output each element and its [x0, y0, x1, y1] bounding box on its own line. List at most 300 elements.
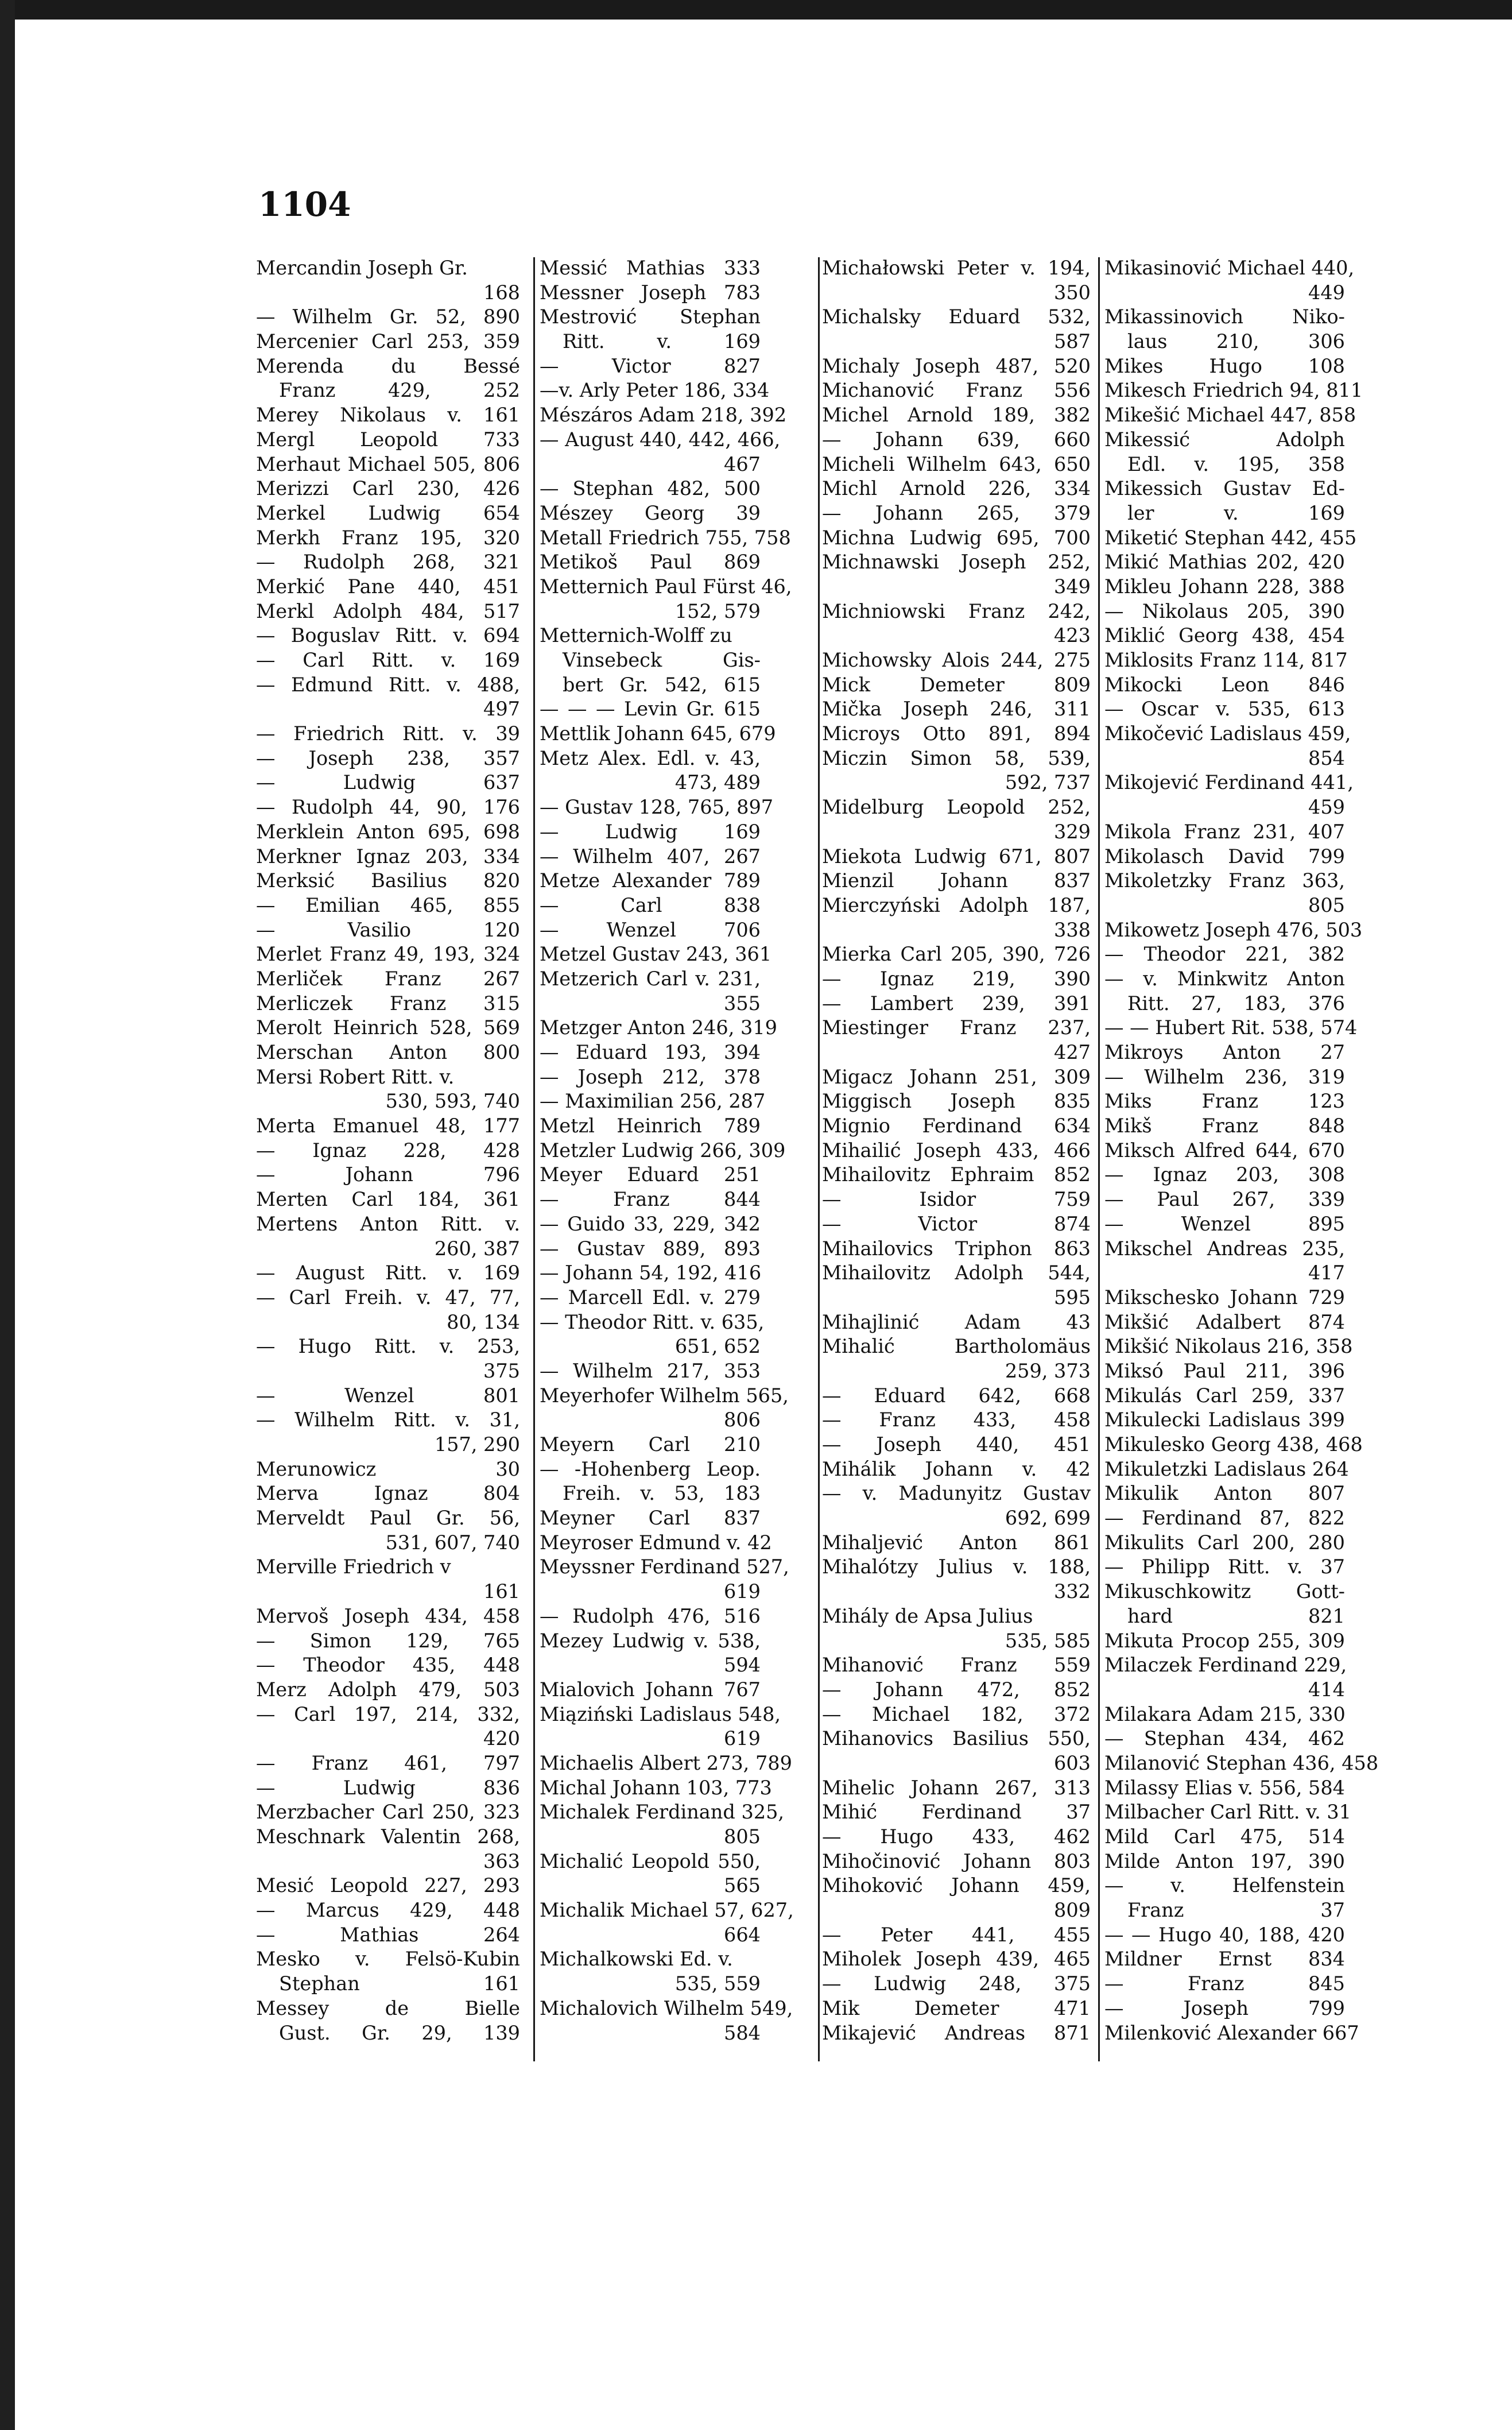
index-entry-text: — Marcus 429, 448	[256, 1899, 520, 1922]
index-entry	[822, 624, 1091, 648]
index-entry-text: Mikš Franz 848	[1104, 1115, 1345, 1137]
index-entry	[822, 1629, 1091, 1654]
index-entry	[822, 501, 1091, 526]
index-entry-text: Ritt. 27, 183, 376	[1127, 992, 1345, 1015]
index-entry	[540, 1040, 761, 1065]
index-entry	[1104, 1580, 1345, 1604]
index-entry	[1104, 1408, 1345, 1433]
index-entry	[256, 1800, 520, 1825]
index-entry-text: Michalovich Wilhelm 549,	[540, 1996, 793, 2019]
index-entry-text: Miks Franz 123	[1104, 1090, 1345, 1113]
index-entry-text: Mienzil Johann 837	[822, 869, 1091, 892]
index-entry-text: Michalić Leopold 550,	[540, 1849, 761, 1872]
index-entry-text: 806	[724, 1409, 761, 1431]
index-entry	[822, 403, 1091, 428]
index-entry	[540, 599, 761, 624]
index-entry	[1104, 378, 1363, 403]
index-entry-text: Mikulits Carl 200, 280	[1104, 1531, 1345, 1554]
index-entry-text: — Ignaz 219, 390	[822, 967, 1091, 990]
index-entry	[822, 1481, 1091, 1506]
index-entry-text: Meyroser Edmund v. 42	[540, 1531, 772, 1554]
index-entry	[822, 1237, 1091, 1262]
index-entry-text: Mignio Ferdinand 634	[822, 1115, 1091, 1137]
index-entry	[256, 1751, 520, 1776]
index-entry-text: Mikulesko Georg 438, 468	[1104, 1433, 1363, 1456]
index-entry-text: 592, 737	[1005, 771, 1091, 794]
index-entry	[1104, 795, 1345, 820]
index-entry-text: Mihailić Joseph 433, 466	[822, 1139, 1091, 1162]
index-entry	[1104, 526, 1357, 551]
index-entry-text: Miketić Stephan 442, 455	[1104, 526, 1357, 549]
index-entry	[1104, 2021, 1359, 2046]
index-entry	[1104, 1261, 1345, 1286]
index-entry	[822, 1604, 1091, 1629]
index-entry-text: Mihočinović Johann 803	[822, 1849, 1091, 1872]
index-entry-text: — Carl Ritt. v. 169	[256, 649, 520, 671]
index-entry	[540, 673, 761, 698]
index-entry-text: Mihaljević Anton 861	[822, 1531, 1091, 1554]
index-entry	[822, 1898, 1091, 1923]
index-column-1	[256, 256, 520, 2045]
index-entry	[822, 1040, 1091, 1065]
index-entry	[256, 1408, 520, 1433]
index-entry-text: Miekota Ludwig 671, 807	[822, 845, 1091, 868]
index-entry-text: bert Gr. 542, 615	[563, 673, 761, 696]
index-entry	[540, 281, 761, 305]
index-entry	[256, 1237, 520, 1262]
index-entry-text: Mihanovics Basilius 550,	[822, 1727, 1091, 1750]
index-entry-text: — Wilhelm Gr. 52, 890	[256, 305, 520, 328]
index-entry	[1104, 918, 1363, 943]
index-entry-text: — v. Helfenstein	[1104, 1874, 1345, 1897]
index-entry-text: Metze Alexander 789	[540, 869, 761, 892]
index-entry	[256, 1139, 520, 1163]
index-entry	[256, 1384, 520, 1409]
index-entry	[822, 942, 1091, 967]
index-entry	[540, 918, 761, 943]
index-entry	[1104, 1727, 1345, 1751]
index-entry	[540, 1310, 765, 1335]
index-entry	[540, 1996, 793, 2021]
index-entry-text: Mertens Anton Ritt. v.	[256, 1212, 520, 1235]
index-entry-text: Miklić Georg 438, 454	[1104, 624, 1345, 647]
index-entry-text: Meyner Carl 837	[540, 1507, 761, 1530]
index-entry	[256, 575, 520, 599]
index-entry-text: 805	[1308, 893, 1345, 916]
index-entry-text: Merkh Franz 195, 320	[256, 526, 520, 549]
index-entry-text: Mikes Hugo 108	[1104, 354, 1345, 377]
index-entry	[256, 281, 520, 305]
index-entry	[1104, 256, 1355, 281]
index-entry-text: Mikulecki Ladislaus 399	[1104, 1409, 1345, 1431]
index-entry-text: — Wenzel 895	[1104, 1212, 1345, 1235]
index-entry-text: — Theodor Ritt. v. 635,	[540, 1310, 765, 1333]
index-entry	[540, 1408, 761, 1433]
index-entry	[822, 1457, 1091, 1482]
index-entry-text: Michnawski Joseph 252,	[822, 551, 1091, 574]
index-entry-text: Franz 37	[1127, 1899, 1345, 1922]
index-entry	[822, 1506, 1091, 1531]
index-entry	[540, 1089, 766, 1114]
index-entry-text: Merzbacher Carl 250, 323	[256, 1801, 520, 1824]
index-entry	[256, 697, 520, 722]
index-entry	[822, 378, 1091, 403]
index-entry	[540, 1506, 761, 1531]
index-entry-text: Michna Ludwig 695, 700	[822, 526, 1091, 549]
index-entry	[1104, 845, 1345, 869]
index-entry-text: Metternich Paul Fürst 46,	[540, 575, 792, 598]
index-entry	[822, 697, 1091, 722]
index-entry	[540, 1212, 761, 1237]
index-entry-text: — Johann 796	[256, 1163, 520, 1186]
index-entry-text: Meyssner Ferdinand 527,	[540, 1555, 789, 1578]
index-entry	[822, 1261, 1091, 1286]
index-entry-text: 854	[1308, 746, 1345, 769]
index-entry-text: — Carl Freih. v. 47, 77,	[256, 1286, 520, 1309]
index-entry	[1104, 1923, 1345, 1948]
index-entry	[1104, 697, 1345, 722]
index-entry-text: Mesić Leopold 227, 293	[256, 1874, 520, 1897]
index-entry-text: Merta Emanuel 48, 177	[256, 1115, 520, 1137]
index-entry-text: Miąziński Ladislaus 548,	[540, 1702, 781, 1725]
index-entry-text: — Lambert 239, 391	[822, 992, 1091, 1015]
index-entry-text: Mettlik Johann 645, 679	[540, 722, 776, 745]
index-entry-text: — v. Madunyitz Gustav	[822, 1482, 1091, 1505]
index-entry	[1104, 428, 1345, 452]
index-entry	[540, 477, 761, 501]
index-entry-text: — Mathias 264	[256, 1923, 520, 1946]
index-entry-text: 423	[1054, 624, 1091, 647]
index-entry	[256, 550, 520, 575]
index-entry	[1104, 893, 1345, 918]
index-entry-text: Mihalótzy Julius v. 188,	[822, 1555, 1091, 1578]
index-entry	[256, 1286, 520, 1310]
index-entry	[822, 1727, 1091, 1751]
index-entry	[256, 1506, 520, 1531]
index-entry-text: — Stephan 482, 500	[540, 477, 761, 500]
index-entry	[256, 648, 520, 673]
index-entry-text: Metz Alex. Edl. v. 43,	[540, 746, 761, 769]
index-entry	[822, 795, 1091, 820]
index-entry	[540, 1531, 772, 1555]
index-entry	[256, 1433, 520, 1457]
index-entry	[540, 1972, 761, 1996]
index-entry	[1104, 330, 1345, 354]
index-entry-text: 161	[483, 1580, 520, 1603]
index-entry	[1104, 869, 1345, 893]
index-entry-text: Metikoš Paul 869	[540, 551, 761, 574]
index-entry	[256, 1016, 520, 1040]
index-entry	[1104, 1114, 1345, 1139]
index-entry-text: 809	[1054, 1899, 1091, 1922]
index-entry-text: Mikešić Michael 447, 858	[1104, 404, 1356, 427]
index-entry	[822, 526, 1091, 551]
index-entry	[540, 1334, 761, 1359]
index-entry	[540, 1751, 792, 1776]
index-entry	[822, 1384, 1091, 1409]
index-entry	[822, 1286, 1091, 1310]
index-entry	[256, 746, 520, 771]
index-entry-text: Michowsky Alois 244, 275	[822, 649, 1091, 671]
index-entry-text: Mergl Leopold 733	[256, 428, 520, 451]
index-entry	[822, 1849, 1091, 1874]
index-entry	[256, 967, 520, 992]
index-entry	[1104, 1506, 1345, 1531]
index-entry-text: Gust. Gr. 29, 139	[279, 2021, 520, 2044]
index-entry	[822, 1653, 1091, 1678]
index-entry	[822, 281, 1091, 305]
index-entry-text: 259, 373	[1005, 1359, 1091, 1382]
index-entry-text: Mezey Ludwig v. 538,	[540, 1629, 761, 1652]
index-entry	[822, 820, 1091, 845]
index-entry-text: Mihanović Franz 559	[822, 1654, 1091, 1677]
index-entry	[540, 1604, 761, 1629]
index-entry	[822, 648, 1091, 673]
index-entry	[1104, 771, 1354, 795]
index-entry-text: — Johann 639, 660	[822, 428, 1091, 451]
index-entry-text: Mészáros Adam 218, 392	[540, 404, 787, 427]
index-entry-text: Mihić Ferdinand 37	[822, 1801, 1091, 1824]
index-entry-text: Meyern Carl 210	[540, 1433, 761, 1456]
index-entry-text: — Ferdinand 87, 822	[1104, 1507, 1345, 1530]
index-entry-text: Vinsebeck Gis-	[563, 649, 761, 671]
index-entry-text: Michl Arnold 226, 334	[822, 477, 1091, 500]
index-entry	[540, 1359, 761, 1384]
index-entry-text: Mikowetz Joseph 476, 503	[1104, 918, 1363, 941]
index-entry-text: Mikesch Friedrich 94, 811	[1104, 379, 1363, 402]
index-entry	[540, 697, 761, 722]
index-entry	[822, 918, 1091, 943]
index-entry	[1104, 1065, 1345, 1090]
index-entry-text: Merliczek Franz 315	[256, 992, 520, 1015]
index-entry	[540, 378, 770, 403]
index-entry-text: Meyer Eduard 251	[540, 1163, 761, 1186]
index-entry	[822, 477, 1091, 501]
index-entry	[540, 1629, 761, 1654]
index-entry-text: Metzel Gustav 243, 361	[540, 943, 772, 966]
index-entry	[1104, 1751, 1379, 1776]
index-entry	[1104, 1800, 1351, 1825]
index-entry	[540, 1261, 761, 1286]
index-entry	[256, 1678, 520, 1702]
index-entry-text: — Hugo 433, 462	[822, 1825, 1091, 1848]
index-entry-text: Midelburg Leopold 252,	[822, 796, 1091, 819]
index-entry	[540, 1874, 761, 1898]
index-entry-text: — Guido 33, 229, 342	[540, 1212, 761, 1235]
index-entry-text: — Joseph 799	[1104, 1996, 1345, 2019]
index-entry-text: Metall Friedrich 755, 758	[540, 526, 791, 549]
index-entry	[540, 624, 761, 648]
index-entry-text: Miholek Joseph 439, 465	[822, 1948, 1091, 1971]
index-entry	[256, 942, 520, 967]
index-entry-text: — August 440, 442, 466,	[540, 428, 781, 451]
index-entry-text: — Victor 827	[540, 354, 761, 377]
index-entry-text: — v. Minkwitz Anton	[1104, 967, 1345, 990]
index-entry-text: Mikšić Nikolaus 216, 358	[1104, 1335, 1353, 1358]
index-entry-text: — Ludwig 637	[256, 771, 520, 794]
index-entry-text: 619	[724, 1580, 761, 1603]
index-entry-text: Mikola Franz 231, 407	[1104, 820, 1345, 843]
index-entry-text: Mik Demeter 471	[822, 1996, 1091, 2019]
index-entry-text: Mihajlinić Adam 43	[822, 1310, 1091, 1333]
index-entry	[1104, 1089, 1345, 1114]
index-entry-text: — Theodor 435, 448	[256, 1654, 520, 1677]
index-entry	[822, 1187, 1091, 1212]
index-entry-text: 535, 585	[1005, 1629, 1091, 1652]
index-entry-text: Miczin Simon 58, 539,	[822, 746, 1091, 769]
index-entry-text: 594	[724, 1654, 761, 1677]
index-entry	[540, 869, 761, 893]
index-entry	[256, 1114, 520, 1139]
index-entry-text: Milassy Elias v. 556, 584	[1104, 1776, 1345, 1799]
index-entry	[1104, 1286, 1345, 1310]
index-entry-text: Michal Johann 103, 773	[540, 1776, 772, 1799]
index-entry	[1104, 1433, 1363, 1457]
index-entry-text: — Gustav 889, 893	[540, 1237, 761, 1260]
index-entry-text: Mikić Mathias 202, 420	[1104, 551, 1345, 574]
column-divider	[1098, 257, 1100, 2061]
index-entry	[1104, 1359, 1345, 1384]
index-entry	[822, 1334, 1091, 1359]
index-entry	[1104, 1849, 1345, 1874]
index-entry	[1104, 992, 1345, 1016]
index-entry-text: Messić Mathias 333	[540, 257, 761, 279]
index-entry	[256, 1481, 520, 1506]
index-entry	[1104, 452, 1345, 477]
index-entry-text: Miklosits Franz 114, 817	[1104, 649, 1348, 671]
index-entry-text: Michalkowski Ed. v.	[540, 1948, 733, 1971]
index-entry-text: Mestrović Stephan	[540, 305, 761, 328]
index-entry-text: Franz 429, 252	[279, 379, 520, 402]
index-entry	[540, 1849, 761, 1874]
index-entry-text: — Marcell Edl. v. 279	[540, 1286, 761, 1309]
index-entry	[822, 452, 1091, 477]
index-entry	[256, 1874, 520, 1898]
index-entry	[540, 305, 761, 330]
index-entry	[256, 1604, 520, 1629]
index-entry-text: Michniowski Franz 242,	[822, 599, 1091, 622]
index-entry	[822, 992, 1091, 1016]
index-entry	[540, 2021, 761, 2046]
index-entry-text: Mihálik Johann v. 42	[822, 1457, 1091, 1480]
index-entry-text: — Eduard 642, 668	[822, 1384, 1091, 1407]
index-entry	[256, 1923, 520, 1948]
index-entry-text: — Ignaz 228, 428	[256, 1139, 520, 1162]
index-entry-text: 459	[1308, 796, 1345, 819]
index-entry-text: Merkner Ignaz 203, 334	[256, 845, 520, 868]
index-entry-text: 350	[1054, 281, 1091, 304]
index-entry-text: 152, 579	[674, 599, 761, 622]
index-entry	[256, 1212, 520, 1237]
index-entry-text: Meschnark Valentin 268,	[256, 1825, 520, 1848]
index-entry-text: Mikocki Leon 846	[1104, 673, 1345, 696]
index-entry-text: — Carl 838	[540, 893, 761, 916]
index-entry	[1104, 1996, 1345, 2021]
index-entry-text: Michaelis Albert 273, 789	[540, 1751, 792, 1774]
index-entry	[540, 1800, 785, 1825]
index-entry-text: — — Hugo 40, 188, 420	[1104, 1923, 1345, 1946]
index-column-2	[540, 256, 794, 2045]
index-entry-text: Mička Joseph 246, 311	[822, 698, 1091, 721]
index-entry	[540, 1237, 761, 1262]
index-entry-text: Mikolasch David 799	[1104, 845, 1345, 868]
index-entry	[256, 722, 520, 746]
index-entry-text: Merschan Anton 800	[256, 1041, 520, 1063]
index-entry-text: 473, 489	[674, 771, 761, 794]
index-entry	[1104, 942, 1345, 967]
index-entry	[256, 305, 520, 330]
index-entry-text: 587	[1054, 330, 1091, 353]
index-entry-text: Mihailovitz Adolph 544,	[822, 1262, 1091, 1284]
index-entry	[822, 550, 1091, 575]
index-entry-text: — Carl 197, 214, 332,	[256, 1702, 520, 1725]
index-entry-text: Mercenier Carl 253, 359	[256, 330, 520, 353]
index-entry-text: 531, 607, 740	[385, 1531, 520, 1554]
index-entry	[1104, 1947, 1345, 1972]
index-entry-text: Merhaut Michael 505, 806	[256, 452, 520, 475]
index-entry-text: Merey Nikolaus v. 161	[256, 404, 520, 427]
index-entry-text: 692, 699	[1005, 1507, 1091, 1530]
index-entry	[256, 1898, 520, 1923]
index-entry-text: 417	[1308, 1262, 1345, 1284]
scan-left-edge	[0, 0, 15, 2430]
index-entry-text: — Franz 845	[1104, 1972, 1345, 1995]
index-entry	[822, 771, 1091, 795]
index-entry	[1104, 1874, 1345, 1898]
index-entry-text: 449	[1308, 281, 1345, 304]
index-entry-text: 80, 134	[447, 1310, 520, 1333]
index-entry	[256, 918, 520, 943]
index-entry-text: Mikroys Anton 27	[1104, 1041, 1345, 1063]
index-entry	[256, 403, 520, 428]
index-entry-text: Freih. v. 53, 183	[563, 1482, 761, 1505]
index-entry	[822, 1139, 1091, 1163]
index-entry-text: Mick Demeter 809	[822, 673, 1091, 696]
index-entry-text: — Philipp Ritt. v. 37	[1104, 1555, 1345, 1578]
index-entry	[256, 1531, 520, 1555]
index-entry-text: — Ludwig 169	[540, 820, 761, 843]
index-entry-text: — Isidor 759	[822, 1188, 1091, 1211]
index-entry	[540, 845, 761, 869]
index-entry	[256, 1629, 520, 1654]
index-entry	[540, 1653, 761, 1678]
index-entry-text: — Nikolaus 205, 390	[1104, 599, 1345, 622]
index-entry-text: 651, 652	[674, 1335, 761, 1358]
index-entry-text: Mikessić Adolph	[1104, 428, 1345, 451]
index-entry	[822, 1531, 1091, 1555]
index-entry	[1104, 501, 1345, 526]
index-entry-text: Milanović Stephan 436, 458	[1104, 1751, 1379, 1774]
index-entry	[256, 2021, 520, 2046]
index-entry	[256, 1187, 520, 1212]
index-entry	[1104, 1040, 1345, 1065]
index-entry-text: — Rudolph 44, 90, 176	[256, 796, 520, 819]
index-entry	[822, 967, 1091, 992]
index-entry	[1104, 477, 1345, 501]
index-entry-text: 329	[1054, 820, 1091, 843]
index-entry-text: Miksch Alfred 644, 670	[1104, 1139, 1345, 1162]
index-entry	[822, 1776, 1091, 1801]
index-entry	[822, 1089, 1091, 1114]
index-entry-text: Metzl Heinrich 789	[540, 1115, 761, 1137]
index-entry	[256, 1457, 520, 1482]
index-entry-text: Michalsky Eduard 532,	[822, 305, 1091, 328]
index-entry	[1104, 1237, 1345, 1262]
index-entry	[822, 1923, 1091, 1948]
index-entry	[822, 1874, 1091, 1898]
index-entry-text: — Wilhelm Ritt. v. 31,	[256, 1409, 520, 1431]
index-entry	[1104, 1678, 1345, 1702]
